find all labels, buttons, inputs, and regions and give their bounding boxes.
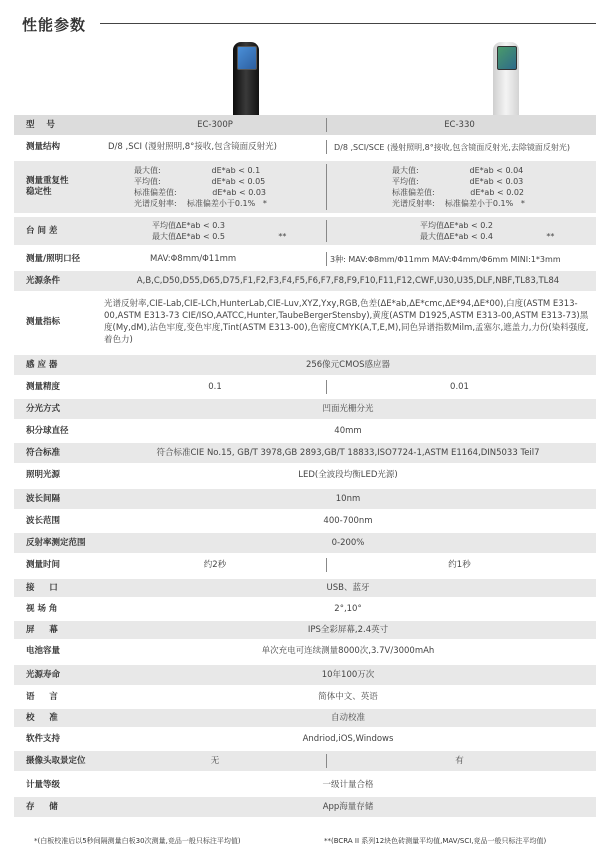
spec-row [14, 751, 596, 771]
spec-label: 感 应 器 [26, 359, 58, 370]
spec-row [14, 465, 596, 485]
spec-value: 256像元CMOS感应器 [305, 359, 391, 370]
spec-value: 凹面光栅分光 [322, 403, 374, 414]
spec-row [14, 489, 596, 509]
spec-label: 分光方式 [26, 403, 61, 414]
spec-value: USB、蓝牙 [326, 582, 370, 593]
spec-value-ec330: 平均值ΔE*ab < 0.2 最大值ΔE*ab < 0.4 ** [420, 221, 555, 241]
spec-label: 计量等级 [26, 779, 61, 790]
spec-row [14, 797, 596, 817]
spec-row [14, 293, 596, 351]
spec-value-ec330: EC-330 [444, 119, 475, 130]
spec-value-ec300p: EC-300P [197, 119, 233, 130]
spec-label: 型 号 [26, 119, 55, 130]
spec-row [14, 511, 596, 531]
spec-value: 单次充电可连续测量8000次,3.7V/3000mAh [261, 645, 435, 656]
spec-value: Andriod,iOS,Windows [302, 733, 394, 744]
spec-row [14, 729, 596, 749]
spec-value: 简体中文、英语 [318, 691, 378, 702]
spec-value-ec330: 3种: MAV:Φ8mm/Φ11mm MAV:Φ4mm/Φ6mm MINI:1*3mm [330, 254, 561, 264]
spec-label: 积分球直径 [26, 425, 69, 436]
spec-value: App海量存储 [322, 801, 374, 812]
spec-label: 软件支持 [26, 733, 61, 744]
spec-value-ec300p: 平均值ΔE*ab < 0.3 最大值ΔE*ab < 0.5 ** [152, 221, 287, 241]
spec-value: 10nm [335, 493, 361, 504]
spec-label: 视 场 角 [26, 603, 58, 614]
column-separator [326, 252, 327, 266]
spec-value-ec330: 0.01 [450, 381, 469, 392]
spec-value: 400-700nm [323, 515, 373, 526]
spec-label: 摄像头取景定位 [26, 755, 86, 766]
spec-row [14, 249, 596, 269]
spec-row [14, 115, 596, 135]
spec-value: 自动校准 [330, 712, 365, 723]
spec-value: A,B,C,D50,D55,D65,D75,F1,F2,F3,F4,F5,F6,F7,F8,F9,F10,F11,F12,CWF,U30,U35,DLF,NBF,TL83,TL84 [136, 275, 560, 286]
spec-row [14, 775, 596, 795]
spec-value-ec330: 有 [455, 755, 464, 766]
spec-row [14, 399, 596, 419]
spec-row [14, 641, 596, 661]
spec-label: 照明光源 [26, 469, 61, 480]
spec-label: 测量指标 [26, 316, 61, 327]
footnote-left: *(白板校准后以5秒间隔测量白板30次测量,竞品一般只标注平均值) [34, 837, 241, 845]
spec-row [14, 377, 596, 397]
spec-label: 符合标准 [26, 447, 61, 458]
spec-row [14, 579, 596, 597]
spec-label: 波长范围 [26, 515, 61, 526]
spec-row [14, 687, 596, 707]
spec-label: 波长间隔 [26, 493, 61, 504]
column-separator [326, 140, 327, 154]
spec-row [14, 161, 596, 213]
spec-row [14, 555, 596, 575]
spec-value: 一级计量合格 [322, 779, 374, 790]
spec-label: 光源条件 [26, 275, 61, 286]
spec-label: 测量时间 [26, 559, 61, 570]
spec-row [14, 533, 596, 553]
spec-value-ec300p: 0.1 [208, 381, 222, 392]
spec-row [14, 421, 596, 441]
spec-row [14, 137, 596, 157]
spec-value: 光谱反射率,CIE-Lab,CIE-LCh,HunterLab,CIE-Luv,XYZ,Yxy,RGB,色差(ΔE*ab,ΔE*cmc,ΔE*94,ΔE*00),白度(ASTM E313-00,ASTM E313-73 CIE/ISO,AATCC,Hunter,TaubeBergerStensby),黄度(ASTM D1925,ASTM E313-00,ASTM E313-73)黑度(My,dM),沾色牢度,变色牢度,Tint(ASTM E313-00),色密度CMYK(A,T,E,M),同色异谱指数Milm,孟塞尔,遮盖力,力份(染料强度,着色力) [104, 299, 589, 345]
spec-label: 测量重复性 稳定性 [26, 176, 69, 197]
spec-value-ec300p: D/8 ,SCI (漫射照明,8°接收,包含镜面反射光) [108, 141, 277, 152]
spec-value: 2°,10° [334, 603, 362, 614]
spec-label: 接 口 [26, 582, 58, 593]
spec-value: 符合标准CIE No.15, GB/T 3978,GB 2893,GB/T 18833,ISO7724-1,ASTM E1164,DIN5033 Teil7 [156, 447, 540, 458]
spec-value: 0-200% [331, 537, 365, 548]
spec-value: 10年100万次 [321, 669, 375, 680]
spec-label: 测量结构 [26, 141, 61, 152]
spec-value-ec300p: 最大值: dE*ab < 0.1 平均值: dE*ab < 0.05 标准偏差值: dE*ab < 0.03 光谱反射率: 标准偏差小于0.1% * [134, 166, 267, 208]
column-separator [326, 164, 327, 210]
spec-row [14, 443, 596, 463]
spec-label: 光源寿命 [26, 669, 61, 680]
spec-label: 存 储 [26, 801, 58, 812]
spec-label: 反射率测定范围 [26, 537, 86, 548]
spec-label: 测量精度 [26, 381, 61, 392]
spec-label: 校 准 [26, 712, 58, 723]
spec-value: 40mm [334, 425, 362, 436]
device-screen [237, 46, 257, 70]
title-divider [100, 23, 596, 24]
spec-row [14, 665, 596, 685]
spec-value-ec300p: 约2秒 [203, 559, 227, 570]
spec-label: 台 间 差 [26, 225, 58, 236]
spec-label: 语 言 [26, 691, 58, 702]
spec-value: IPS全彩屏幕,2.4英寸 [307, 624, 389, 635]
spec-row [14, 709, 596, 727]
spec-label: 电池容量 [26, 645, 61, 656]
spec-label: 屏 幕 [26, 624, 58, 635]
spec-value-ec300p: MAV:Φ8mm/Φ11mm [150, 253, 237, 264]
spec-row [14, 271, 596, 291]
spec-value-ec330: D/8 ,SCI/SCE (漫射照明,8°接收,包含镜面反射光,去除镜面反射光) [334, 142, 570, 152]
spec-row [14, 621, 596, 639]
spec-row [14, 217, 596, 245]
spec-row [14, 355, 596, 375]
spec-value: LED(全波段均衡LED光源) [298, 469, 398, 480]
spec-value-ec300p: 无 [210, 755, 220, 766]
spec-value-ec330: 最大值: dE*ab < 0.04 平均值: dE*ab < 0.03 标准偏差值: dE*ab < 0.02 光谱反射率: 标准偏差小于0.1% * [392, 166, 525, 208]
page-title: 性能参数 [22, 16, 87, 34]
spec-row [14, 599, 596, 619]
column-separator [326, 220, 327, 242]
footnote-right: **(BCRA II 系列12块色砖测量平均值,MAV/SCI,竞品一般只标注平均值) [324, 837, 547, 845]
device-screen [497, 46, 517, 70]
spec-label: 测量/照明口径 [26, 253, 81, 264]
spec-value-ec330: 约1秒 [448, 559, 471, 570]
